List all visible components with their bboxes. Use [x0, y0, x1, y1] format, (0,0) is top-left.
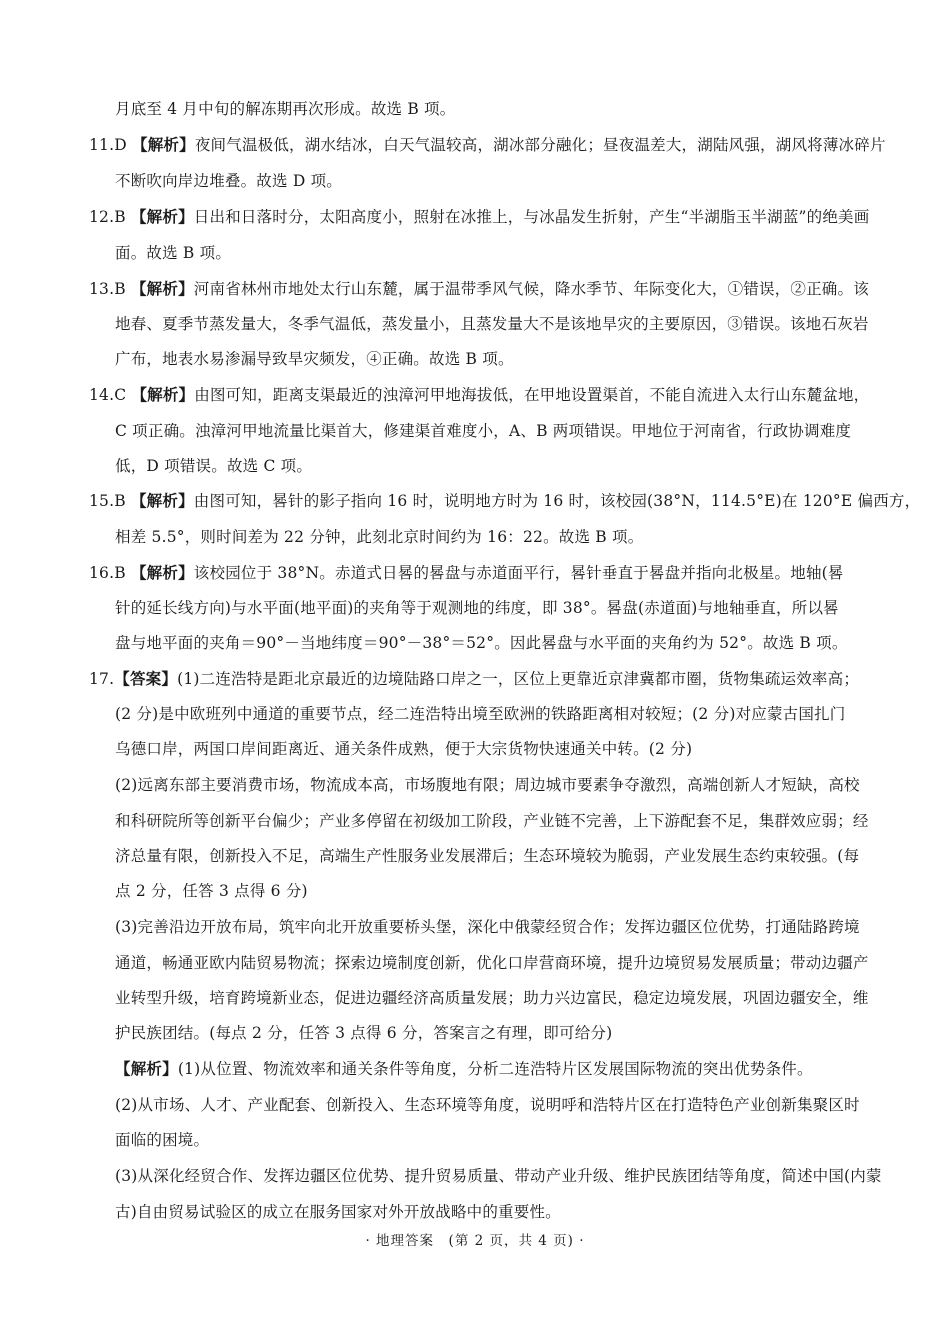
text-line: (3)从深化经贸合作、发挥边疆区位优势、提升贸易质量、带动产业升级、维护民族团结等角度，简述中国(内蒙: [115, 1167, 882, 1185]
text-line: 针的延长线方向)与水平面(地平面)的夹角等于观测地的纬度，即 38°。晷盘(赤道面)与地轴垂直，所以晷: [115, 599, 839, 617]
text-line: 通道，畅通亚欧内陆贸易物流；探索边境制度创新，优化口岸营商环境，提升边境贸易发展质量；带动边疆产: [115, 954, 869, 972]
analysis-tag: 【解析】: [115, 1059, 178, 1078]
analysis-tag: 【解析】: [130, 279, 194, 298]
answer-item-16: 16.B 【解析】该校园位于 38°N。赤道式日晷的晷盘与赤道面平行，晷针垂直于晷盘并指向北极星。地轴(晷: [89, 563, 844, 582]
analysis-section: 【解析】(1)从位置、物流效率和通关条件等角度，分析二连浩特片区发展国际物流的突出优势条件。: [115, 1059, 813, 1078]
analysis-tag: 【解析】: [131, 385, 195, 404]
analysis-tag: 【解析】: [130, 491, 194, 510]
text-line: (2)从市场、人才、产业配套、创新投入、生态环境等角度，说明呼和浩特片区在打造特色产业创新集聚区时: [115, 1096, 860, 1114]
text-line: 相差 5.5°，则时间差为 22 分钟，此刻北京时间约为 16：22。故选 B 项。: [115, 528, 644, 546]
analysis-tag: 【解析】: [132, 135, 195, 154]
answer-item-15: 15.B 【解析】由图可知，晷针的影子指向 16 时，说明地方时为 16 时，该校园(38°N，114.5°E)在 120°E 偏西方，: [89, 491, 921, 510]
text-line: 点 2 分，任答 3 点得 6 分): [115, 882, 308, 900]
text-line: (2 分)是中欧班列中通道的重要节点，经二连浩特出境至欧洲的铁路距离相对较短；(2 分)对应蒙古国扎门: [115, 705, 846, 723]
text-line: 业转型升级，培育跨境新业态，促进边疆经济高质量发展；助力兴边富民，稳定边境发展，巩固边疆安全，维: [115, 989, 869, 1007]
text-line: 面。故选 B 项。: [115, 244, 232, 262]
text-line: 济总量有限，创新投入不足，高端生产性服务业发展滞后；生态环境较为脆弱，产业发展生态约束较强。(每: [115, 847, 860, 865]
question-number: 11.D: [89, 136, 127, 154]
question-number: 16.B: [89, 564, 126, 582]
answer-item-14: 14.C 【解析】由图可知，距离支渠最近的浊漳河甲地海拔低，在甲地设置渠首，不能自流进入太行山东麓盆地，: [89, 385, 870, 404]
answer-item-12: 12.B 【解析】日出和日落时分，太阳高度小，照射在冰推上，与冰晶发生折射，产生“半湖脂玉半湖蓝”的绝美画: [89, 207, 870, 226]
text-line: 广布，地表水易渗漏导致旱灾频发，④正确。故选 B 项。: [115, 350, 514, 368]
analysis-tag: 【解析】: [130, 207, 194, 226]
text-line: (2)远离东部主要消费市场，物流成本高，市场腹地有限；周边城市要素争夺激烈，高端创新人才短缺，高校: [115, 776, 860, 794]
text-line: 乌德口岸，两国口岸间距离近、通关条件成熟，便于大宗货物快速通关中转。(2 分): [115, 740, 693, 758]
answer-item-13: 13.B 【解析】河南省林州市地处太行山东麓，属于温带季风气候，降水季节、年际变化大，①错误，②正确。该: [89, 279, 869, 298]
answer-item-11: 11.D 【解析】夜间气温极低，湖水结冰，白天气温较高，湖冰部分融化；昼夜温差大，湖陆风强，湖风将薄冰碎片: [89, 135, 886, 154]
text-line: 护民族团结。(每点 2 分，任答 3 点得 6 分，答案言之有理，即可给分): [115, 1024, 613, 1042]
text-line: 低，D 项错误。故选 C 项。: [115, 457, 313, 475]
page-footer: · 地理答案 (第 2 页，共 4 页) ·: [365, 1233, 585, 1249]
text-line: (3)完善沿边开放布局，筑牢向北开放重要桥头堡，深化中俄蒙经贸合作；发挥边疆区位优势，打通陆路跨境: [115, 918, 860, 936]
text-line: 古)自由贸易试验区的成立在服务国家对外开放战略中的重要性。: [115, 1203, 561, 1221]
answer-item-17: 17.【答案】(1)二连浩特是距北京最近的边境陆路口岸之一，区位上更靠近京津冀都市圈，货物集疏运效率高；: [89, 669, 860, 688]
text-line: 月底至 4 月中旬的解冻期再次形成。故选 B 项。: [115, 100, 456, 118]
question-number: 14.C: [89, 386, 127, 404]
question-number: 17.: [89, 670, 115, 688]
text-line: 面临的困境。: [115, 1131, 210, 1149]
answer-tag: 【答案】: [114, 669, 178, 688]
text-line: 盘与地平面的夹角＝90°－当地纬度＝90°－38°＝52°。因此晷盘与水平面的夹角约为 52°。故选 B 项。: [115, 634, 848, 652]
text-line: 和科研院所等创新平台偏少；产业多停留在初级加工阶段，产业链不完善，上下游配套不足，集群效应弱；经: [115, 812, 869, 830]
text-line: 地春、夏季节蒸发量大，冬季气温低，蒸发量小，且蒸发量大不是该地旱灾的主要原因，③错误。该地石灰岩: [115, 315, 869, 333]
text-line: C 项正确。浊漳河甲地流量比渠首大，修建渠首难度小，A、B 两项错误。甲地位于河南省，行政协调难度: [115, 422, 852, 440]
question-number: 12.B: [89, 208, 126, 226]
text-line: 不断吹向岸边堆叠。故选 D 项。: [115, 172, 342, 190]
question-number: 13.B: [89, 280, 126, 298]
question-number: 15.B: [89, 492, 126, 510]
analysis-tag: 【解析】: [130, 563, 194, 582]
